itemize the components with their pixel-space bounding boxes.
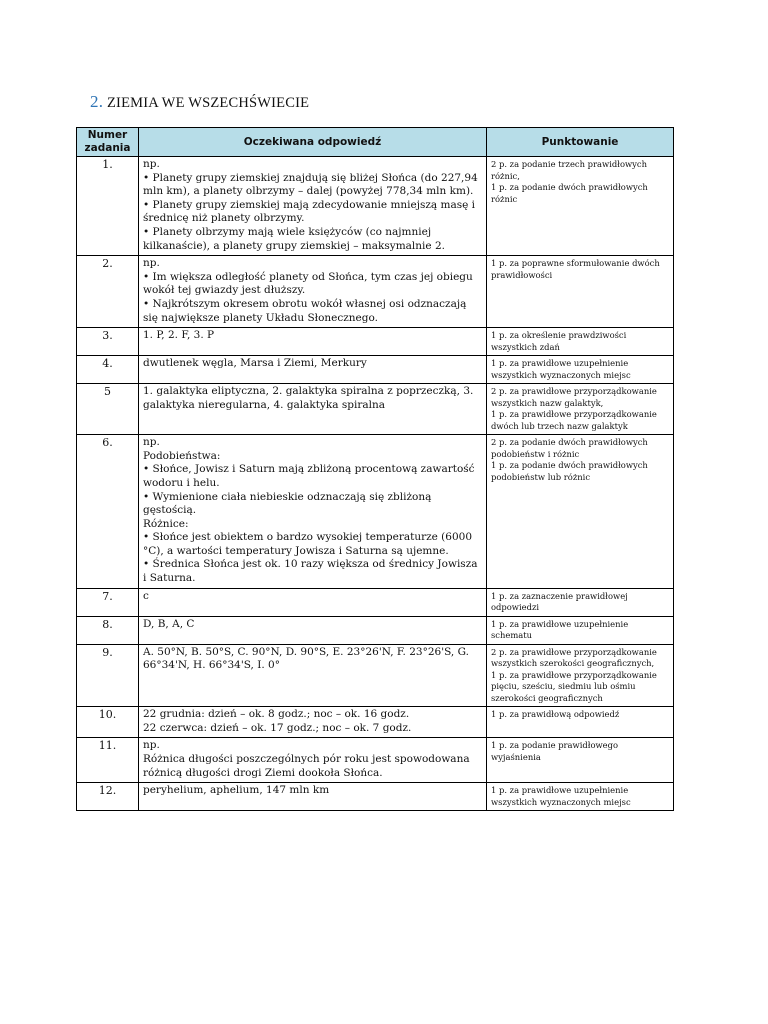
- scoring-line: 2 p. za podanie dwóch prawidłowych podobieństw i różnic: [491, 437, 648, 459]
- table-row: [77, 707, 674, 738]
- scoring-line: 1 p. za określenie prawdziwości wszystkich zdań: [491, 330, 627, 352]
- answer-key-table: [76, 127, 674, 811]
- table-row: [77, 616, 674, 644]
- scoring-line: 1 p. za prawidłowe przyporządkowanie pięciu, sześciu, siedmiu lub ośmiu szerokości geograficznych: [491, 669, 657, 703]
- table-header-row: [77, 128, 674, 157]
- answer-line: • Planety grupy ziemskiej znajdują się bliżej Słońca (do 227,94 mln km), a planety olbrzymy – dalej (powyżej 778,34 mln km).: [143, 171, 478, 198]
- answer-line: np.: [143, 436, 160, 449]
- answer-line: c: [143, 589, 149, 602]
- task-number: 1.: [77, 157, 139, 256]
- task-number: 8.: [77, 616, 139, 644]
- answer-line: 22 grudnia: dzień – ok. 8 godz.; noc – ok. 16 godz.: [143, 708, 410, 721]
- expected-answer: [139, 738, 487, 783]
- expected-answer: [139, 707, 487, 738]
- task-number: 6.: [77, 435, 139, 589]
- answer-line: • Średnica Słońca jest ok. 10 razy większa od średnicy Jowisza i Saturna.: [143, 558, 478, 585]
- answer-line: dwutlenek węgla, Marsa i Ziemi, Merkury: [143, 357, 367, 370]
- scoring-line: 2 p. za prawidłowe przyporządkowanie wszystkich szerokości geograficznych,: [491, 646, 657, 669]
- scoring: [487, 256, 674, 328]
- task-number: 3.: [77, 328, 139, 356]
- expected-answer: [139, 328, 487, 356]
- answer-line: A. 50°N, B. 50°S, C. 90°N, D. 90°S, E. 23°26'N, F. 23°26'S, G. 66°34'N, H. 66°34'S, I. 0°: [143, 645, 469, 672]
- scoring: [487, 588, 674, 616]
- scoring: [487, 738, 674, 783]
- table-row: [77, 435, 674, 589]
- answer-line: Różnice:: [143, 517, 189, 530]
- table-row: [77, 157, 674, 256]
- scoring: [487, 616, 674, 644]
- answer-line: • Planety grupy ziemskiej mają zdecydowanie mniejszą masę i średnicę niż planety olbrzymy.: [143, 198, 476, 225]
- scoring-line: 2 p. za podanie trzech prawidłowych różnic,: [491, 159, 647, 181]
- section-number: 2.: [90, 92, 104, 111]
- table-row: [77, 588, 674, 616]
- scoring-line: 1 p. za prawidłowe uzupełnienie wszystkich wyznaczonych miejsc: [491, 358, 631, 380]
- answer-line: 1. P, 2. F, 3. P: [143, 329, 215, 342]
- scoring-line: 1 p. za poprawne sformułowanie dwóch prawidłowości: [491, 258, 660, 280]
- answer-line: 22 czerwca: dzień – ok. 17 godz.; noc – ok. 7 godz.: [143, 721, 412, 734]
- answer-line: • Planety olbrzymy mają wiele księżyców (co najmniej kilkanaście), a planety grupy ziemskiej – maksymalnie 2.: [143, 225, 445, 252]
- scoring-line: 1 p. za prawidłowe uzupełnienie schematu: [491, 618, 629, 641]
- scoring-line: 1 p. za prawidłowe przyporządkowanie dwóch lub trzech nazw galaktyk: [491, 409, 657, 431]
- scoring-line: 1 p. za podanie dwóch prawidłowych podobieństw lub różnic: [491, 460, 648, 482]
- scoring-line: 1 p. za zaznaczenie prawidłowej odpowiedzi: [491, 590, 628, 613]
- answer-line: Różnica długości poszczególnych pór roku jest spowodowana różnicą długości drogi Ziemi dookoła Słońca.: [143, 752, 470, 779]
- answer-line: np.: [143, 158, 160, 170]
- scoring: [487, 157, 674, 256]
- task-number: 11.: [77, 738, 139, 783]
- answer-line: 1. galaktyka eliptyczna, 2. galaktyka spiralna z poprzeczką, 3. galaktyka nieregularna, 4. galaktyka spiralna: [143, 385, 474, 411]
- answer-line: • Najkrótszym okresem obrotu wokół własnej osi odznaczają się największe planety Układu Słonecznego.: [143, 297, 467, 324]
- scoring: [487, 783, 674, 811]
- table-row: [77, 644, 674, 707]
- expected-answer: [139, 588, 487, 616]
- scoring: [487, 435, 674, 589]
- answer-line: • Słońce, Jowisz i Saturn mają zbliżoną procentową zawartość wodoru i helu.: [143, 463, 475, 489]
- table-row: [77, 256, 674, 328]
- header-answer: Oczekiwana odpowiedź: [139, 128, 487, 157]
- scoring-line: 1 p. za podanie prawidłowego wyjaśnienia: [491, 740, 619, 762]
- scoring: [487, 384, 674, 435]
- table-row: [77, 356, 674, 384]
- table-row: [77, 328, 674, 356]
- expected-answer: [139, 644, 487, 707]
- task-number: 10.: [77, 707, 139, 738]
- expected-answer: [139, 783, 487, 811]
- scoring-line: 1 p. za prawidłowe uzupełnienie wszystkich wyznaczonych miejsc: [491, 785, 631, 807]
- task-number: 2.: [77, 256, 139, 328]
- header-number: Numer zadania: [77, 128, 139, 157]
- scoring: [487, 707, 674, 738]
- expected-answer: [139, 384, 487, 435]
- scoring-line: 1 p. za prawidłową odpowiedź: [491, 709, 620, 720]
- section-title: [90, 92, 309, 112]
- table-row: [77, 783, 674, 811]
- task-number: 5: [77, 384, 139, 435]
- scoring: [487, 328, 674, 356]
- task-number: 4.: [77, 356, 139, 384]
- answer-line: np.: [143, 739, 160, 752]
- table-row: [77, 738, 674, 783]
- answer-line: • Wymienione ciała niebieskie odznaczają się zbliżoną gęstością.: [143, 490, 432, 517]
- answer-line: np.: [143, 257, 160, 270]
- scoring: [487, 356, 674, 384]
- answer-line: • Słońce jest obiektem o bardzo wysokiej temperaturze (6000 °C), a wartości temperatury Jowisza i Saturna są ujemne.: [143, 531, 473, 557]
- task-number: 7.: [77, 588, 139, 616]
- task-number: 12.: [77, 783, 139, 811]
- table-body: [77, 157, 674, 811]
- scoring: [487, 644, 674, 707]
- scoring-line: 2 p. za prawidłowe przyporządkowanie wszystkich nazw galaktyk,: [491, 386, 657, 408]
- answer-line: • Im większa odległość planety od Słońca, tym czas jej obiegu wokół tej gwiazdy jest dłuższy.: [143, 270, 473, 297]
- task-number: 9.: [77, 644, 139, 707]
- answer-line: peryhelium, aphelium, 147 mln km: [143, 784, 330, 797]
- answer-line: Podobieństwa:: [143, 449, 221, 462]
- answer-line: D, B, A, C: [143, 617, 195, 630]
- expected-answer: [139, 435, 487, 589]
- table-row: [77, 384, 674, 435]
- expected-answer: [139, 616, 487, 644]
- scoring-line: 1 p. za podanie dwóch prawidłowych różnic: [491, 182, 648, 204]
- section-title-text: ZIEMIA WE WSZECHŚWIECIE: [106, 95, 310, 111]
- header-points: Punktowanie: [487, 128, 674, 157]
- expected-answer: [139, 356, 487, 384]
- expected-answer: [139, 157, 487, 256]
- expected-answer: [139, 256, 487, 328]
